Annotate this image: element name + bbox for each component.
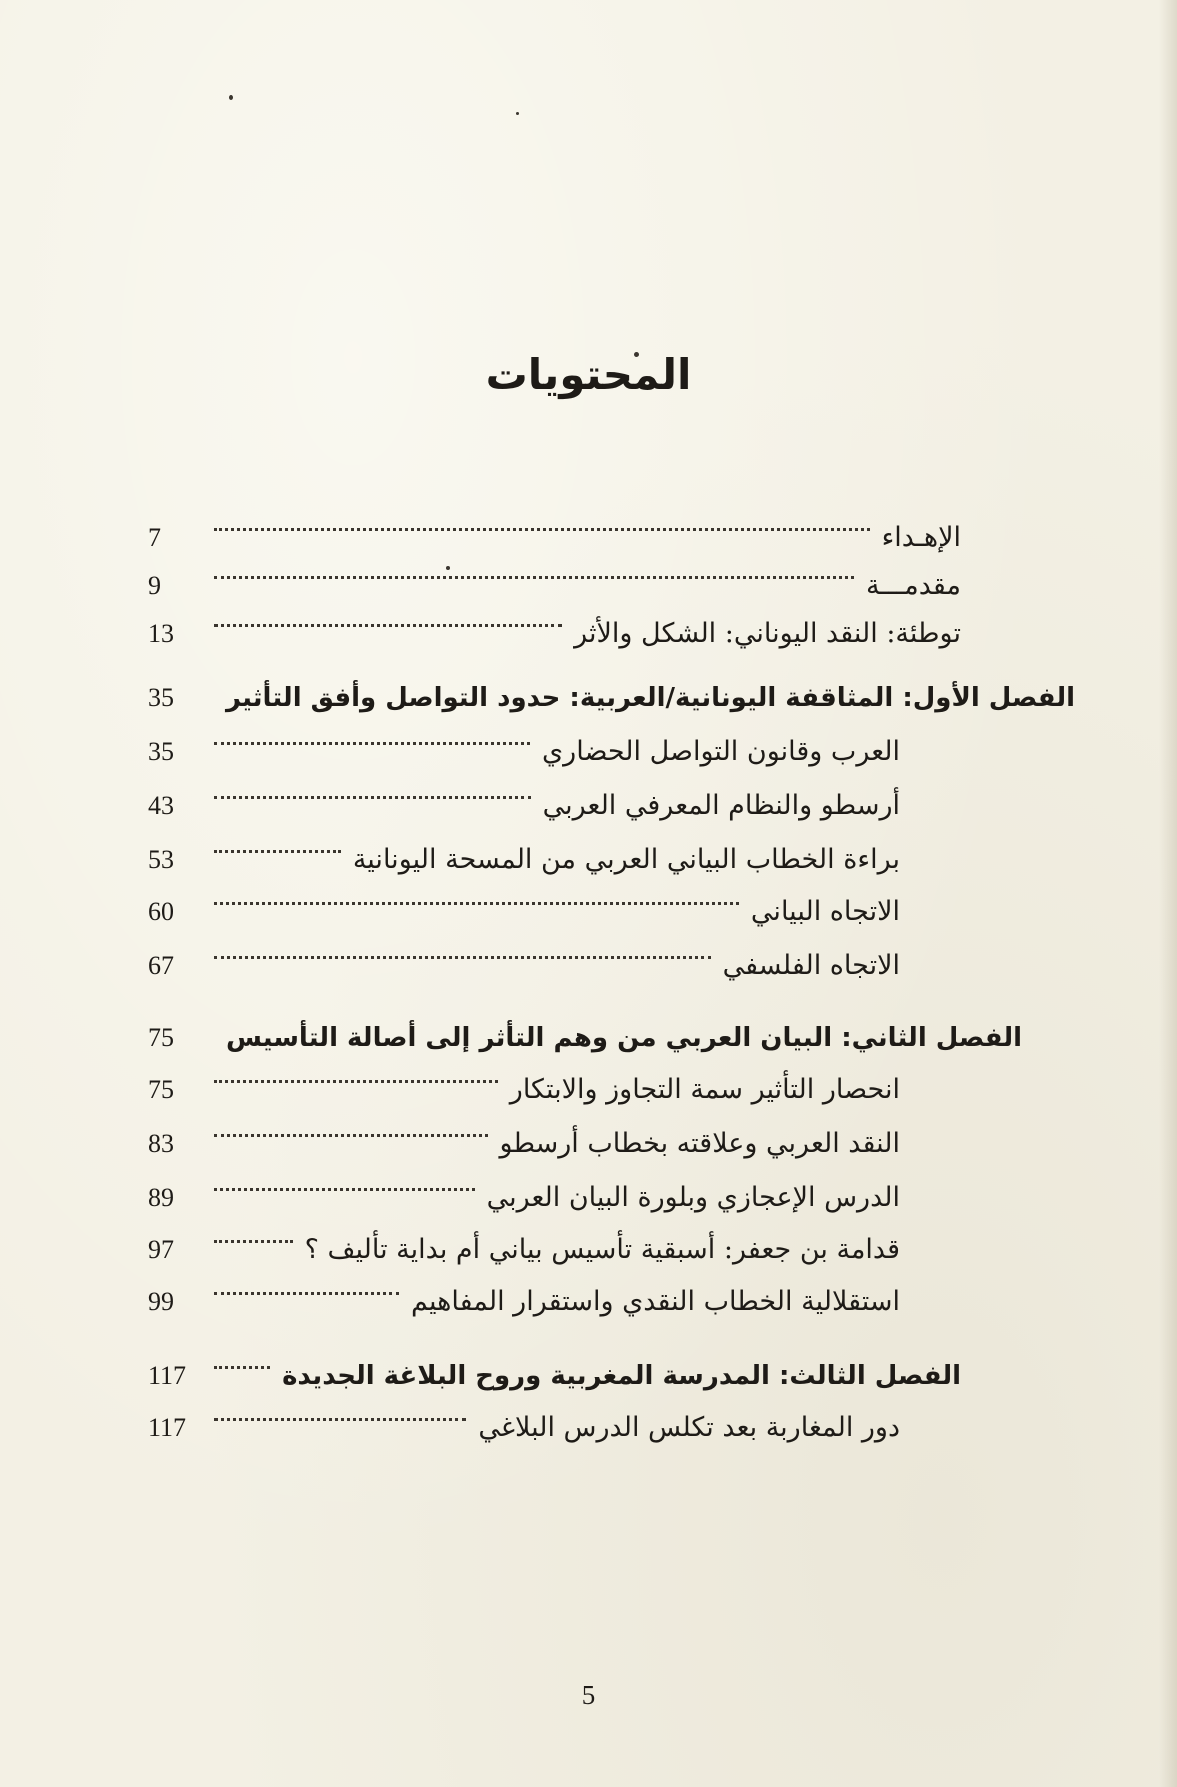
toc-label: قدامة بن جعفر: أسبقية تأسيس بياني أم بداية تأليف ؟ xyxy=(304,1234,900,1265)
toc-label: الدرس الإعجازي وبلورة البيان العربي xyxy=(486,1182,900,1213)
toc-entry xyxy=(148,542,961,601)
toc-leader-dots xyxy=(214,1206,293,1258)
toc-chapter-label: الفصل الأول: المثاقفة اليونانية/العربية: حدود التواصل وأفق التأثير xyxy=(226,683,1075,713)
toc-page-number: 9 xyxy=(148,571,161,600)
toc-leader-dots xyxy=(214,922,711,974)
toc-label: النقد العربي وعلاقته بخطاب أرسطو xyxy=(499,1128,900,1159)
toc-leader-dots xyxy=(214,762,531,814)
toc-page-number: 97 xyxy=(148,1235,174,1264)
toc-entry xyxy=(148,708,900,767)
toc-entry xyxy=(148,762,900,821)
toc-entry xyxy=(148,1046,900,1105)
page-title: المحتويات xyxy=(485,350,692,399)
toc-label: الاتجاه الفلسفي xyxy=(722,950,900,981)
toc-label: براءة الخطاب البياني العربي من المسحة اليونانية xyxy=(352,844,900,875)
toc-leader-dots xyxy=(214,708,530,760)
toc-leader-dots xyxy=(214,1046,498,1098)
toc-page-number: 117 xyxy=(148,1413,187,1442)
toc-entry xyxy=(148,1258,900,1317)
toc-label: توطئة: النقد اليوناني: الشكل والأثر xyxy=(574,618,961,649)
toc-page-number: 35 xyxy=(148,683,174,712)
toc-page-number: 99 xyxy=(148,1287,174,1316)
toc-leader-dots xyxy=(214,590,562,642)
toc-leader-dots xyxy=(214,542,854,594)
toc-page-number: 75 xyxy=(148,1023,174,1052)
page-number-footer: 5 xyxy=(581,1680,596,1710)
toc-entry xyxy=(148,922,900,981)
toc-entry xyxy=(148,1100,900,1159)
toc-label: دور المغاربة بعد تكلس الدرس البلاغي xyxy=(478,1412,900,1443)
toc-chapter-entry xyxy=(148,1332,961,1391)
toc-page-number: 43 xyxy=(148,791,174,820)
toc-page-number: 89 xyxy=(148,1183,174,1212)
toc-leader-dots xyxy=(214,816,341,868)
toc-entry xyxy=(148,816,900,875)
toc-chapter-label: الفصل الثالث: المدرسة المغربية وروح البلاغة الجديدة xyxy=(282,1361,961,1391)
toc-label: الاتجاه البياني xyxy=(750,896,900,927)
toc-leader-dots xyxy=(214,1154,475,1206)
toc-entry xyxy=(148,494,961,553)
toc-label: الإهـداء xyxy=(881,522,961,553)
toc-page-number: 7 xyxy=(148,523,161,552)
toc-label: انحصار التأثير سمة التجاوز والابتكار xyxy=(509,1074,900,1105)
toc-leader-dots xyxy=(214,1384,466,1436)
toc-page-number: 35 xyxy=(148,737,174,766)
toc-label: العرب وقانون التواصل الحضاري xyxy=(542,736,900,767)
toc-label: مقدمـــة xyxy=(866,570,961,601)
toc-entry xyxy=(148,868,900,927)
toc-chapter-entry xyxy=(148,994,1022,1053)
toc-leader-dots xyxy=(214,494,870,546)
toc-chapter-label: الفصل الثاني: البيان العربي من وهم التأثر إلى أصالة التأسيس xyxy=(226,1023,1022,1053)
toc-leader-dots xyxy=(214,1258,399,1310)
toc-entry xyxy=(148,1154,900,1213)
toc-page-number: 75 xyxy=(148,1075,174,1104)
toc-page-number: 60 xyxy=(148,897,174,926)
toc-leader-dots xyxy=(214,868,739,920)
toc-page-number: 13 xyxy=(148,619,174,648)
toc-label: استقلالية الخطاب النقدي واستقرار المفاهيم xyxy=(411,1286,900,1317)
toc-page-number: 117 xyxy=(148,1361,187,1390)
toc-page-number: 83 xyxy=(148,1129,174,1158)
toc-page-number: 67 xyxy=(148,951,174,980)
toc-chapter-entry xyxy=(148,654,1075,713)
toc-label: أرسطو والنظام المعرفي العربي xyxy=(542,790,900,821)
toc-leader-dots xyxy=(214,1332,270,1384)
toc-entry xyxy=(148,1384,900,1443)
toc-leader-dots xyxy=(214,1100,488,1152)
toc-entry xyxy=(148,1206,900,1265)
toc-entry xyxy=(148,590,961,649)
toc-page-number: 53 xyxy=(148,845,174,874)
